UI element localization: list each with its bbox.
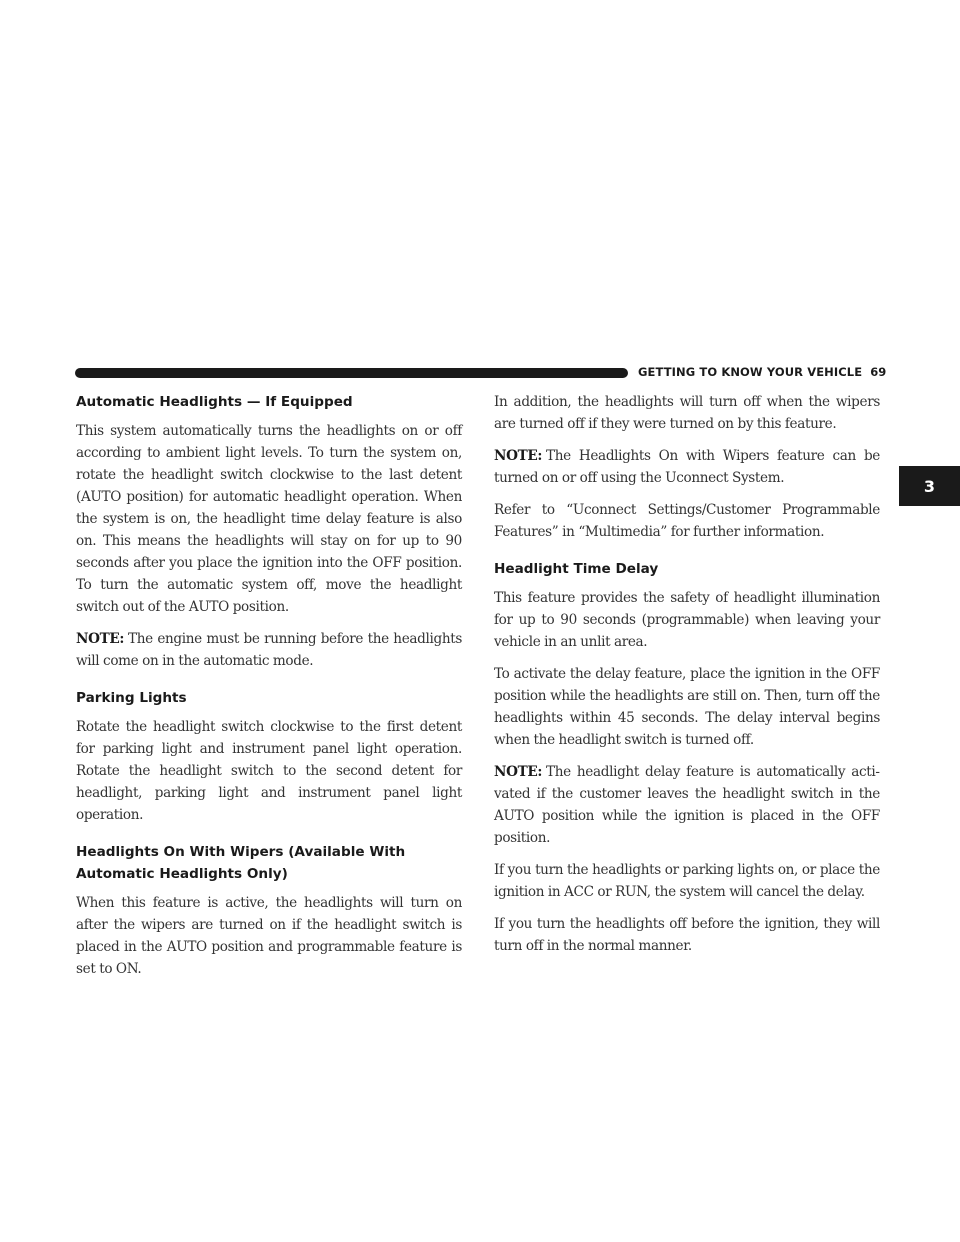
paragraph-wipers-continued: In addition, the headlights will turn off when the wipers are turned off if they were turned on by this feature.	[494, 394, 880, 432]
running-header	[638, 365, 887, 379]
note-label: NOTE:	[494, 764, 543, 780]
page-number: 69	[870, 365, 887, 379]
paragraph-automatic-headlights: This system automatically turns the headlights on or off according to ambient light levels. To turn the system on, rotate the headlight switch clockwise to the last detent (AUTO position) for automatic headlight operation. When the system is on, the headlight time delay feature is also on. This means the headlights will stay on for up to 90 seconds after you place the ignition into the OFF position. To turn the automatic system off, move the headlight switch out of the AUTO position.	[76, 423, 462, 615]
note-text: The engine must be running before the headlights will come on in the automatic mode.	[76, 631, 462, 669]
note-time-delay	[494, 761, 880, 849]
section-title: GETTING TO KNOW YOUR VEHICLE	[638, 365, 863, 379]
note-label: NOTE:	[494, 448, 543, 464]
heading-automatic-headlights: Automatic Headlights — If Equipped	[76, 394, 353, 410]
note-text: The Headlights On with Wipers feature can be turned on or off using the Uconnect System.	[494, 448, 880, 486]
paragraph-time-delay-3: If you turn the headlights or parking lights on, or place the ignition in ACC or RUN, the system will cancel the delay.	[494, 862, 880, 900]
chapter-tab: 3	[899, 466, 960, 506]
header-rule	[75, 368, 628, 378]
note-automatic-headlights	[76, 628, 462, 672]
paragraph-refer: Refer to “Uconnect Settings/Customer Programmable Features” in “Multimedia” for further information.	[494, 502, 880, 540]
paragraph-time-delay-4: If you turn the headlights off before the ignition, they will turn off in the normal manner.	[494, 916, 880, 954]
note-label: NOTE:	[76, 631, 125, 647]
paragraph-time-delay-2: To activate the delay feature, place the ignition in the OFF position while the headlights are still on. Then, turn off the headlights within 45 seconds. The delay interval begins when the headlight switch is turned off.	[494, 666, 880, 748]
paragraph-time-delay-1: This feature provides the safety of headlight illumination for up to 90 seconds (programmable) when leaving your vehicle in an unlit area.	[494, 590, 880, 650]
heading-headlight-time-delay: Headlight Time Delay	[494, 561, 659, 577]
left-column	[76, 391, 462, 990]
heading-parking-lights: Parking Lights	[76, 690, 187, 706]
paragraph-parking-lights: Rotate the headlight switch clockwise to the first detent for parking light and instrument panel light operation. Rotate the headlight switch to the second detent for headlight, parking light and instrument panel light operation.	[76, 719, 462, 823]
note-text: The headlight delay feature is automatically activated if the customer leaves the headlight switch in the AUTO position while the ignition is placed in the OFF position.	[494, 764, 880, 846]
note-wipers	[494, 445, 880, 489]
paragraph-headlights-with-wipers: When this feature is active, the headlights will turn on after the wipers are turned on if the headlight switch is placed in the AUTO position and programmable feature is set to ON.	[76, 895, 462, 977]
right-column	[494, 391, 880, 967]
heading-headlights-with-wipers: Headlights On With Wipers (Available With Automatic Headlights Only)	[76, 844, 406, 882]
